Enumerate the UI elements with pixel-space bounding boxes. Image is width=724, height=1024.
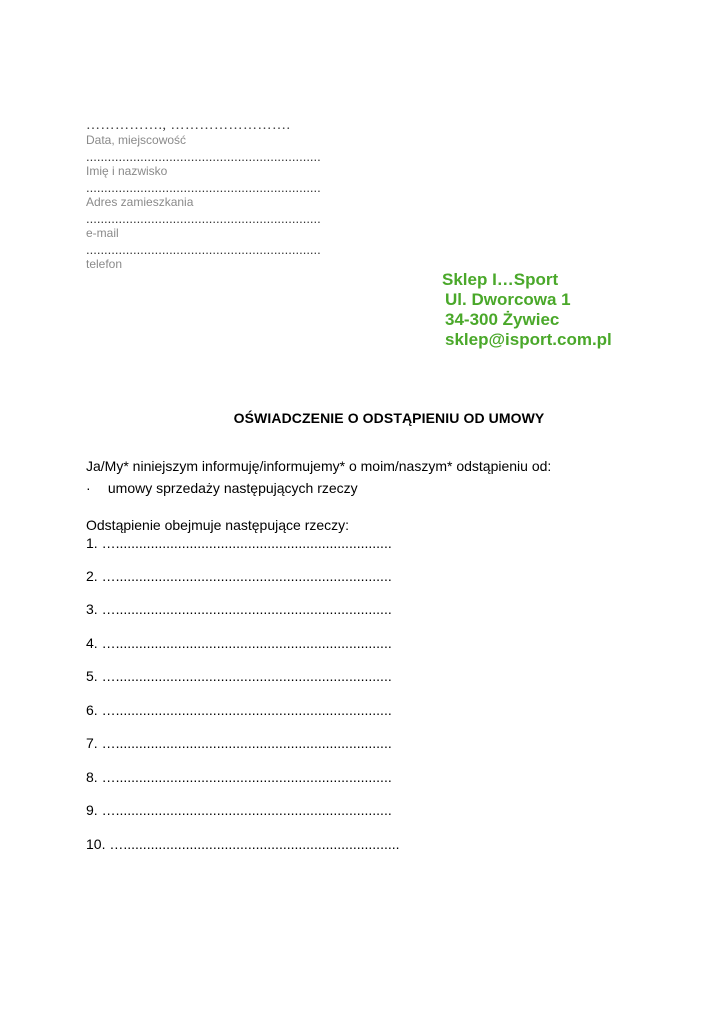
list-item: 1. ….......................................................................: [86, 535, 392, 551]
document-title-text: OŚWIADCZENIE O ODSTĄPIENIU OD UMOWY: [233, 410, 545, 426]
items-heading: Odstąpienie obejmuje następujące rzeczy:: [86, 517, 350, 533]
email-line: .................................................................: [86, 211, 321, 226]
date-place-label: Data, miejscowość: [86, 133, 187, 147]
list-item: 7. ….......................................................................: [86, 735, 392, 751]
phone-line: .................................................................: [86, 242, 321, 257]
list-item: 8. ….......................................................................: [86, 769, 392, 785]
recipient-block: [442, 270, 712, 350]
list-item: 2. ….......................................................................: [86, 568, 392, 584]
list-item: 10. ….......................................................................: [86, 836, 400, 852]
list-item: 4. ….......................................................................: [86, 635, 392, 651]
phone-label: telefon: [86, 257, 123, 271]
email-label: e-mail: [86, 226, 119, 240]
recipient-email: sklep@isport.com.pl: [445, 330, 612, 349]
name-label: Imię i nazwisko: [86, 164, 168, 178]
name-line: .................................................................: [86, 149, 321, 164]
bullet-icon: ·: [86, 480, 91, 496]
list-item: 3. ….......................................................................: [86, 601, 392, 617]
recipient-city: 34-300 Żywiec: [445, 310, 560, 329]
recipient-name: Sklep I…Sport: [442, 270, 559, 289]
intro-statement: Ja/My* niniejszym informuję/informujemy* o moim/naszym* odstąpieniu od:: [86, 458, 552, 474]
date-place-line: ……………., …………………….: [86, 118, 291, 133]
document-title: [0, 410, 724, 426]
bullet-text: umowy sprzedaży następujących rzeczy: [107, 480, 358, 496]
sender-block: [86, 118, 386, 273]
address-label: Adres zamieszkania: [86, 195, 194, 209]
recipient-street: Ul. Dworcowa 1: [445, 290, 571, 309]
list-item: 5. ….......................................................................: [86, 668, 392, 684]
address-line: .................................................................: [86, 180, 321, 195]
bullet-item: [86, 480, 358, 497]
list-item: 6. ….......................................................................: [86, 702, 392, 718]
list-item: 9. ….......................................................................: [86, 802, 392, 818]
